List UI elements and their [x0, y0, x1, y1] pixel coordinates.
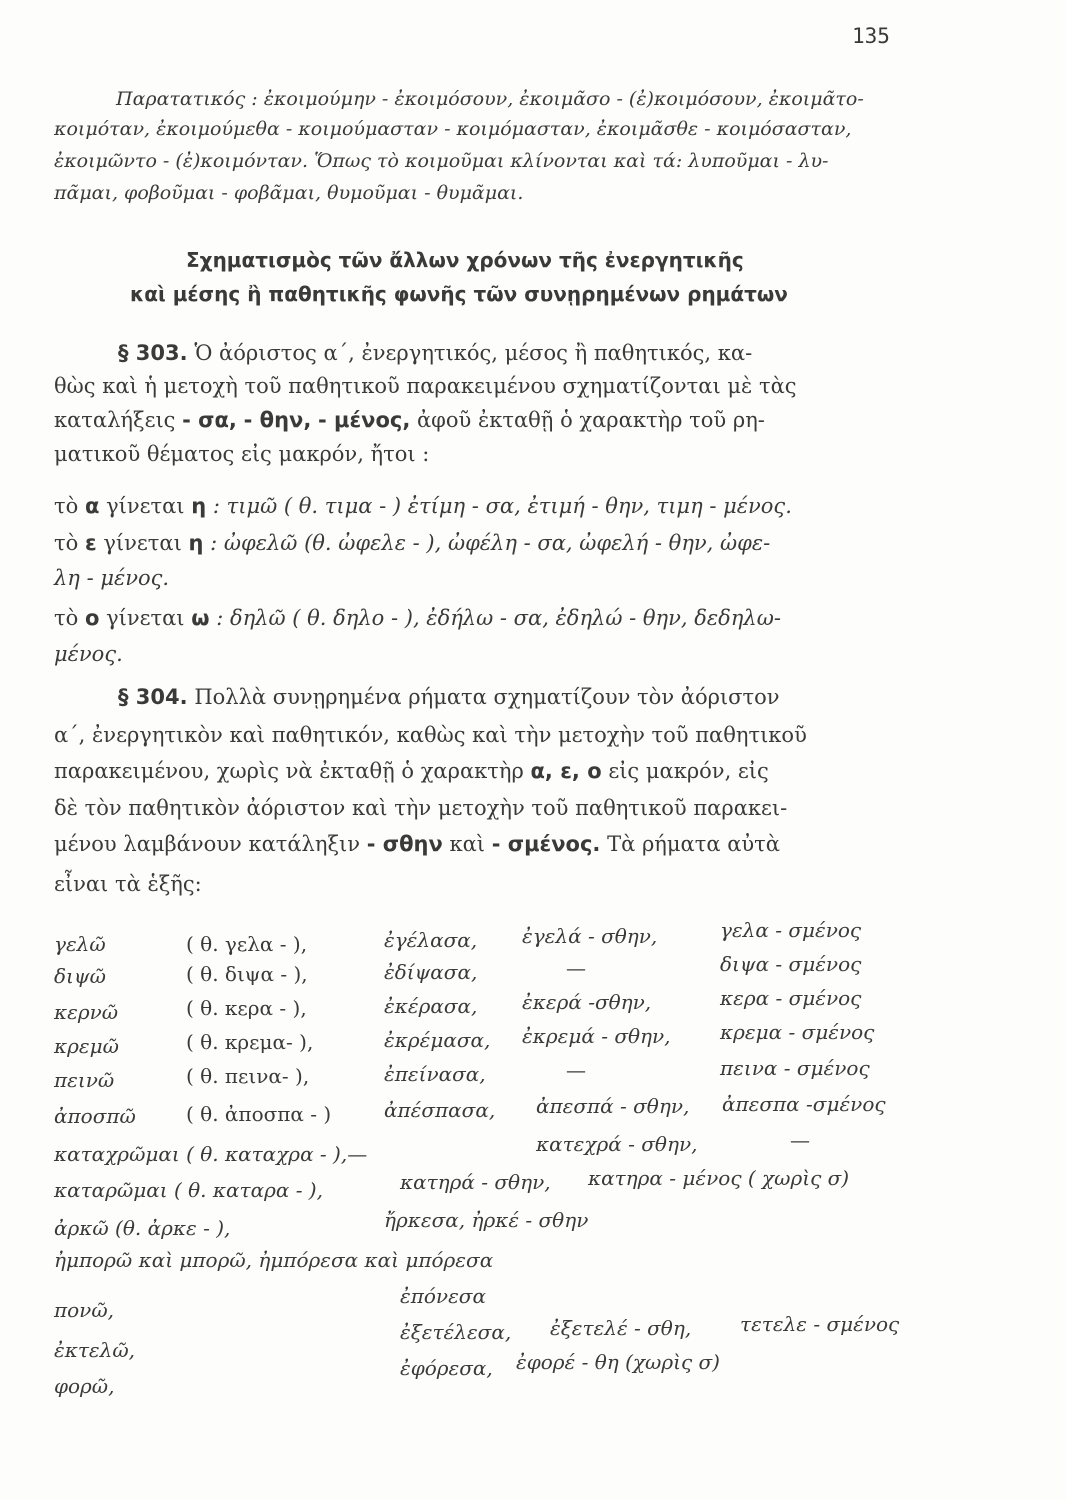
verb-row-1-passive: ἐγελά - σθην,	[522, 924, 658, 948]
example-alpha-line	[54, 496, 792, 517]
verb-row-9-forms: ἤρκεσα, ἠρκέ - σθην	[384, 1208, 589, 1232]
section-number-303: § 303.	[118, 341, 188, 365]
verb-row-2-passive: —	[566, 956, 586, 980]
imperfect-line-3: ἐκοιμῶντο - (ἐ)κοιμόνταν. Ὅπως τὸ κοιμοῦμαι κλίνονται καὶ τά: λυποῦμαι - λυ-	[54, 150, 829, 172]
section-heading-line-1: Σχηματισμὸς τῶν ἄλλων χρόνων τῆς ἐνεργητικῆς	[186, 248, 744, 272]
imperfect-line-2: κοιμόταν, ἐκοιμούμεθα - κοιμούμασταν - κοιμόμασταν, ἐκοιμᾶσθε - κοιμόσασταν,	[54, 118, 852, 140]
verb-row-8-participle: κατηρα - μένος ( χωρὶς σ)	[588, 1166, 850, 1190]
verb-row-5-aorist: ἐπείνασα,	[384, 1062, 486, 1086]
ending-menos: - μένος,	[317, 408, 411, 432]
verb-row-12-participle: τετελε - σμένος	[740, 1312, 900, 1336]
paragraph-304-line-1	[118, 687, 780, 708]
example-omicron-line	[54, 608, 781, 629]
example-epsilon-line	[54, 533, 770, 554]
verb-row-5-verb: πεινῶ	[54, 1068, 115, 1092]
paragraph-304-line-3-a: παρακειμένου, χωρὶς νὰ ἐκταθῇ ὁ χαρακτὴρ	[54, 759, 524, 783]
verb-row-6-aorist: ἀπέσπασα,	[384, 1098, 496, 1122]
paragraph-303-line-3-a: καταλήξεις	[54, 408, 176, 432]
example-epsilon-the: τὸ	[54, 531, 79, 555]
verb-row-1-aorist: ἐγέλασα,	[384, 928, 478, 952]
verb-row-6-passive: ἀπεσπά - σθην,	[536, 1094, 690, 1118]
verb-row-7-verb: καταχρῶμαι ( θ. καταχρα - ),—	[54, 1142, 368, 1166]
ending-sa: - σα,	[182, 408, 237, 432]
paragraph-304-line-6: εἶναι τὰ ἑξῆς:	[54, 872, 202, 896]
verb-row-8-passive: κατηρά - σθην,	[400, 1170, 551, 1194]
verb-row-9-verb: ἀρκῶ (θ. ἀρκε - ),	[54, 1216, 231, 1240]
paragraph-303-line-2: θὼς καὶ ἡ μετοχὴ τοῦ παθητικοῦ παρακειμένου σχηματίζονται μὲ τὰς	[54, 374, 797, 398]
paragraph-304-line-3	[54, 761, 769, 782]
vowel-epsilon: ε	[84, 531, 97, 555]
example-epsilon-becomes: γίνεται	[103, 531, 182, 555]
verb-row-3-verb: κερνῶ	[54, 1000, 119, 1024]
paragraph-303-line-1-text: Ὁ ἀόριστος α΄, ἐνεργητικός, μέσος ἢ παθητικός, κα-	[194, 341, 753, 365]
verb-row-13-aorist: ἐφόρεσα,	[400, 1356, 493, 1380]
example-epsilon-line-2: λη - μένος.	[54, 566, 170, 590]
vowels-a-e-o: α, ε, ο	[530, 759, 602, 783]
verb-row-13-passive: ἐφορέ - θη (χωρὶς σ)	[516, 1350, 720, 1374]
paragraph-304-line-2: α΄, ἐνεργητικὸν καὶ παθητικόν, καθὼς καὶ τὴν μετοχὴν τοῦ παθητικοῦ	[54, 723, 807, 747]
paragraph-304-line-3-b: εἰς μακρόν, εἰς	[608, 759, 769, 783]
verb-row-7-passive: κατεχρά - σθην,	[536, 1132, 698, 1156]
ending-sthin: - σθην	[366, 832, 443, 856]
ending-thin: - θην,	[243, 408, 312, 432]
example-omicron-the: τὸ	[54, 606, 79, 630]
page-number: 135	[852, 24, 890, 48]
verb-row-2-verb: διψῶ	[54, 964, 106, 988]
ending-smenos: - σμένος.	[491, 832, 601, 856]
verb-row-5-theme: ( θ. πεινα- ),	[186, 1064, 310, 1088]
example-alpha-forms: : τιμῶ ( θ. τιμα - ) ἐτίμη - σα, ἐτιμή - θην, τιμη - μένος.	[212, 494, 792, 518]
verb-row-1-verb: γελῶ	[54, 932, 106, 956]
vowel-omega: ω	[191, 606, 210, 630]
example-epsilon-forms: : ὠφελῶ (θ. ὠφελε - ), ὠφέλη - σα, ὠφελή - θην, ὠφε-	[210, 531, 771, 555]
paragraph-303-line-4: ματικοῦ θέματος εἰς μακρόν, ἤτοι :	[54, 442, 430, 466]
verb-row-4-theme: ( θ. κρεμα- ),	[186, 1030, 314, 1054]
example-omicron-becomes: γίνεται	[106, 606, 185, 630]
verb-row-7-participle: —	[790, 1128, 810, 1152]
verb-row-6-theme: ( θ. ἀποσπα - )	[186, 1102, 332, 1126]
imperfect-line-4: πᾶμαι, φοβοῦμαι - φοβᾶμαι, θυμοῦμαι - θυμᾶμαι.	[54, 182, 524, 204]
vowel-eta-2: η	[188, 531, 204, 555]
verb-row-4-participle: κρεμα - σμένος	[720, 1020, 875, 1044]
verb-row-3-aorist: ἐκέρασα,	[384, 994, 478, 1018]
vowel-omicron: ο	[84, 606, 100, 630]
verb-row-4-aorist: ἐκρέμασα,	[384, 1028, 491, 1052]
example-omicron-line-2: μένος.	[54, 642, 123, 666]
verb-row-3-theme: ( θ. κερα - ),	[186, 996, 307, 1020]
paragraph-304-line-4: δὲ τὸν παθητικὸν ἀόριστον καὶ τὴν μετοχὴν τοῦ παθητικοῦ παρακει-	[54, 796, 788, 820]
example-omicron-forms: : δηλῶ ( θ. δηλο - ), ἐδήλω - σα, ἐδηλώ - θην, δεδηλω-	[216, 606, 781, 630]
example-alpha-becomes: γίνεται	[106, 494, 185, 518]
verb-row-12-verb: ἐκτελῶ,	[54, 1338, 135, 1362]
verb-row-4-verb: κρεμῶ	[54, 1034, 119, 1058]
verb-row-2-theme: ( θ. διψα - ),	[186, 962, 308, 986]
verb-row-11-verb: πονῶ,	[54, 1298, 115, 1322]
verb-row-12-passive: ἐξετελέ - σθη,	[550, 1316, 692, 1340]
example-alpha-the: τὸ	[54, 494, 79, 518]
imperfect-line-1: Παρατατικός : ἐκοιμούμην - ἐκοιμόσουν, ἐκοιμᾶσο - (ἐ)κοιμόσουν, ἐκοιμᾶτο-	[116, 88, 864, 110]
section-number-304: § 304.	[118, 685, 188, 709]
paragraph-303-line-3	[54, 410, 765, 431]
verb-row-3-passive: ἐκερά -σθην,	[522, 990, 652, 1014]
verb-row-6-participle: ἀπεσπα -σμένος	[722, 1092, 886, 1116]
paragraph-303-line-1	[118, 343, 752, 364]
verb-row-2-aorist: ἐδίψασα,	[384, 960, 478, 984]
paragraph-304-line-5	[54, 834, 780, 855]
vowel-eta-1: η	[191, 494, 207, 518]
verb-row-1-theme: ( θ. γελα - ),	[186, 932, 308, 956]
paragraph-303-line-3-b: ἀφοῦ ἐκταθῇ ὁ χαρακτὴρ τοῦ ρη-	[417, 408, 765, 432]
verb-row-5-participle: πεινα - σμένος	[720, 1056, 870, 1080]
vowel-alpha: α	[84, 494, 100, 518]
verb-row-2-participle: διψα - σμένος	[720, 952, 862, 976]
verb-row-12-aorist: ἐξετέλεσα,	[400, 1320, 512, 1344]
verb-row-11-aorist: ἐπόνεσα	[400, 1284, 486, 1308]
section-heading-line-2: καὶ μέσης ἢ παθητικῆς φωνῆς τῶν συνῃρημένων ρημάτων	[130, 282, 788, 306]
verb-row-6-verb: ἀποσπῶ	[54, 1104, 136, 1128]
verb-row-8-verb: καταρῶμαι ( θ. καταρα - ),	[54, 1178, 323, 1202]
verb-row-13-verb: φορῶ,	[54, 1374, 115, 1398]
verb-row-10-forms: ἠμπορῶ καὶ μπορῶ, ἠμπόρεσα καὶ μπόρεσα	[54, 1248, 494, 1272]
verb-row-5-passive: —	[566, 1058, 586, 1082]
verb-row-4-passive: ἐκρεμά - σθην,	[522, 1024, 671, 1048]
paragraph-304-line-5-c: Τὰ ρήματα αὐτὰ	[607, 832, 780, 856]
paragraph-304-line-5-and: καὶ	[449, 832, 486, 856]
paragraph-304-line-5-a: μένου λαμβάνουν κατάληξιν	[54, 832, 361, 856]
verb-row-3-participle: κερα - σμένος	[720, 986, 862, 1010]
verb-row-1-participle: γελα - σμένος	[720, 918, 862, 942]
paragraph-304-line-1-text: Πολλὰ συνῃρημένα ρήματα σχηματίζουν τὸν ἀόριστον	[194, 685, 780, 709]
